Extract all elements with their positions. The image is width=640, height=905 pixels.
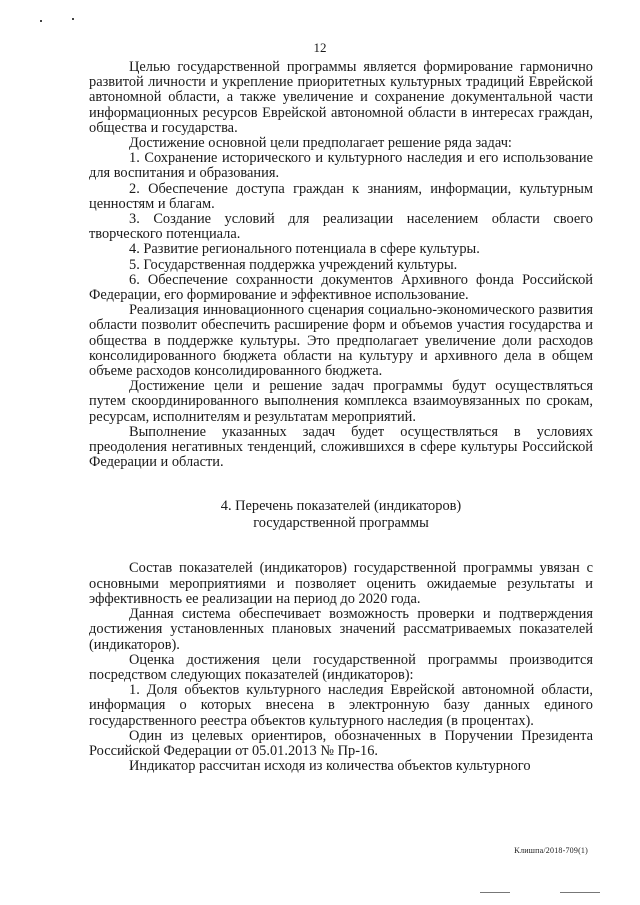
paragraph-assessment: Оценка достижения цели государственной программы производится посредством следующих показателей (индикаторов): (89, 651, 593, 683)
paragraph-tasks-intro: Достижение основной цели предполагает решение ряда задач: (129, 135, 512, 152)
task-item-6: 6. Обеспечение сохранности документов Архивного фонда Российской Федерации, его формирование и эффективное использование. (89, 271, 593, 304)
page-number: 12 (313, 40, 327, 55)
document-footer-code: Kлишпа/2018-709(1) (514, 846, 588, 855)
paragraph-system: Данная система обеспечивает возможность проверки и подтверждения достижения установленных плановых значений рассматриваемых показателей (индикаторов). (89, 606, 593, 653)
section-heading (89, 498, 593, 531)
section-heading-line1: 4. Перечень показателей (индикаторов) (220, 498, 462, 515)
task-item-3: 3. Создание условий для реализации населением области своего творческого потенциала. (89, 211, 593, 243)
scan-dot-1 (40, 20, 42, 22)
paragraph-achievement: Достижение цели и решение задач программы будут осуществляться путем скоординированного выполнения комплекса взаимоувязанных по срокам, ресурсам, исполнителям и результатам мероприятий. (89, 378, 593, 425)
paragraph-innovation: Реализация инновационного сценария социально-экономического развития области позволит обеспечить расширение форм и объемов участия государства и общества в поддержке культуры. Это предполагает увеличение доли расходов консолидированного бюджета области на культуру и архивного дела в общем объеме расходов консолидированного бюджета. (89, 302, 593, 380)
task-item-5: 5. Государственная поддержка учреждений культуры. (129, 256, 458, 273)
section-heading-line2: государственной программы (253, 514, 429, 531)
scan-dot-2 (72, 18, 74, 20)
scan-edge-line (480, 892, 510, 893)
document-body (89, 60, 593, 774)
paragraph-execution: Выполнение указанных задач будет осуществляться в условиях преодоления негативных тенденций, сложившихся в сфере культуры Российской Федерации и области. (89, 423, 593, 471)
scan-edge-line-2 (560, 892, 600, 893)
paragraph-goal: Целью государственной программы является формирование гармонично развитой личности и укрепление приоритетных культурных традиций Еврейской автономной области, а также увеличение и сохранение документальной части информационных ресурсов Еврейской автономной области в интересах граждан, общества и государства. (89, 59, 593, 136)
paragraph-indicators-composition: Состав показателей (индикаторов) государственной программы увязан с основными мероприятиями и позволяет оценить ожидаемые результаты и эффективность ее реализации на период до 2020 года. (89, 560, 593, 607)
task-item-4: 4. Развитие регионального потенциала в сфере культуры. (129, 241, 480, 258)
task-item-1: 1. Сохранение исторического и культурного наследия и его использование для воспитания и образования. (89, 150, 593, 182)
task-item-2: 2. Обеспечение доступа граждан к знаниям, информации, культурным ценностям и благам. (89, 180, 593, 212)
paragraph-presidential-order: Один из целевых ориентиров, обозначенных в Поручении Президента Российской Федерации от 05.01.2013 № Пр-16. (89, 727, 593, 759)
indicator-item-1: 1. Доля объектов культурного наследия Еврейской автономной области, информация о которых внесена в электронную базу данных единого государственного реестра объектов культурного наследия (в процентах). (89, 682, 593, 729)
paragraph-calculation: Индикатор рассчитан исходя из количества объектов культурного (129, 758, 531, 775)
